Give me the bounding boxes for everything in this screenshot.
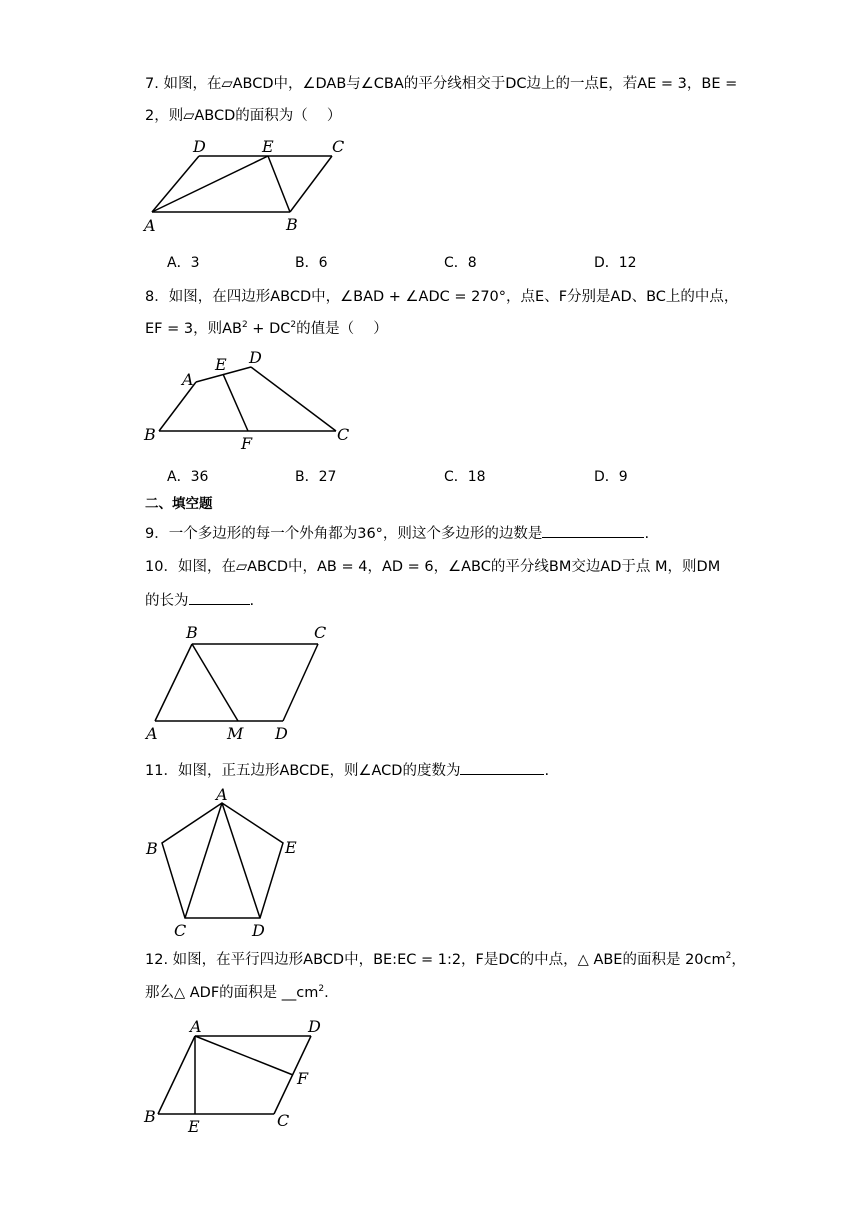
q11-regular-pentagon (162, 803, 283, 918)
q7-segment-ae (152, 156, 268, 212)
q11-text-end: . (544, 763, 550, 779)
q8-line2-sup2: 2 (290, 320, 297, 331)
q12-label-e: E (188, 1117, 200, 1136)
q10-side-ab (155, 644, 192, 721)
q12-parallelogram-diagram (140, 1012, 350, 1137)
q8-side-ba (159, 382, 196, 431)
q8-line2-sup1: 2 (241, 320, 248, 331)
q8-option-d[interactable]: D．9 (594, 469, 628, 485)
q7-figure (140, 135, 360, 235)
q12-text-line1 (145, 949, 746, 971)
q12-line1-sup: 2 (725, 951, 732, 962)
q7-text-line1: 7. 如图，在▱ABCD中，∠DAB与∠CBA的平分线相交于DC边上的一点E，若AE = 3，BE = (145, 76, 738, 92)
q11-figure (140, 785, 310, 945)
q8-label-e: E (215, 355, 227, 374)
q12-line1-end: ， (731, 952, 746, 968)
q10-label-m: M (227, 724, 244, 743)
q7-side-bc (290, 156, 332, 212)
q10-label-d: D (275, 724, 288, 743)
q10-figure (140, 620, 340, 745)
q7-text-line2: 2，则▱ABCD的面积为（ ） (145, 108, 342, 124)
q12-line1-body: 12. 如图，在平行四边形ABCD中，BE:EC = 1:2，F是DC的中点，△ ABE的面积是 20cm (145, 952, 726, 968)
q12-segment-af (195, 1036, 293, 1075)
q8-label-b: B (144, 425, 156, 444)
q7-segment-be (268, 156, 290, 212)
q7-label-d: D (193, 137, 206, 156)
q7-parallelogram-diagram (140, 135, 360, 235)
q8-figure (140, 345, 360, 453)
q8-text-line2 (145, 318, 388, 340)
q10-text-line2 (145, 589, 254, 612)
q11-label-c: C (174, 921, 187, 940)
q8-side-dc (251, 367, 336, 431)
section-heading-fill-in: 二、填空题 (145, 496, 213, 512)
q9-answer-blank[interactable] (542, 522, 644, 538)
q7-option-b[interactable]: B．6 (295, 255, 328, 271)
q10-label-a: A (146, 724, 158, 743)
q9-text (145, 522, 649, 545)
q10-text-end: . (249, 593, 255, 609)
q8-quadrilateral-diagram (140, 345, 360, 453)
q11-label-b: B (146, 839, 158, 858)
q12-label-c: C (277, 1111, 290, 1130)
q7-label-e: E (262, 137, 274, 156)
q10-text-line2-body: 的长为 (145, 593, 189, 609)
q11-answer-blank[interactable] (460, 759, 544, 775)
q11-label-e: E (285, 838, 297, 857)
q11-diagonal-ac (185, 803, 222, 918)
q7-option-c[interactable]: C．8 (444, 255, 477, 271)
q11-text-body: 11．如图，正五边形ABCDE，则∠ACD的度数为 (145, 763, 461, 779)
q10-label-c: C (314, 623, 327, 642)
q12-line2-end: . (324, 985, 329, 1001)
q10-text-line1: 10．如图，在▱ABCD中，AB = 4，AD = 6，∠ABC的平分线BM交边AD于点 M，则DM (145, 559, 721, 575)
q9-text-body: 9．一个多边形的每一个外角都为36°，则这个多边形的边数是 (145, 526, 543, 542)
q12-label-d: D (308, 1017, 321, 1036)
q10-label-b: B (186, 623, 198, 642)
q8-line2-part2: + DC (247, 321, 291, 337)
q11-diagonal-ad (222, 803, 260, 918)
q7-option-d[interactable]: D．12 (594, 255, 637, 271)
q8-option-b[interactable]: B．27 (295, 469, 337, 485)
q12-line2-sup: 2 (318, 984, 325, 995)
q8-label-a: A (182, 370, 194, 389)
q10-side-cd (283, 644, 318, 721)
q11-pentagon-diagram (140, 785, 310, 945)
q8-text-line1: 8．如图，在四边形ABCD中，∠BAD + ∠ADC = 270°，点E、F分别是AD、BC上的中点， (145, 289, 739, 305)
q12-label-a: A (190, 1017, 202, 1036)
q7-option-a[interactable]: A．3 (167, 255, 200, 271)
q8-option-a[interactable]: A．36 (167, 469, 209, 485)
q12-label-f: F (297, 1069, 309, 1088)
q9-text-end: . (644, 526, 650, 542)
q7-side-da (152, 156, 199, 212)
q8-label-c: C (337, 425, 350, 444)
q8-line2-part3: 的值是（ ） (296, 321, 388, 337)
q12-line2-body: 那么△ ADF的面积是 __cm (145, 985, 319, 1001)
q10-answer-blank[interactable] (189, 589, 250, 605)
q8-label-f: F (241, 434, 253, 453)
q11-label-a: A (216, 785, 228, 804)
q10-segment-bm (192, 644, 238, 721)
q8-line2-part1: EF = 3，则AB (145, 321, 242, 337)
q12-figure (140, 1012, 350, 1137)
q12-side-ba (158, 1036, 195, 1114)
q11-label-d: D (252, 921, 265, 940)
q12-label-b: B (144, 1107, 156, 1126)
q7-label-b: B (286, 215, 298, 234)
q11-text (145, 759, 549, 782)
q12-text-line2 (145, 982, 329, 1004)
q8-label-d: D (249, 348, 262, 367)
q7-label-a: A (144, 216, 156, 235)
q7-label-c: C (332, 137, 345, 156)
q8-segment-ef (223, 374, 248, 431)
q8-option-c[interactable]: C．18 (444, 469, 486, 485)
q10-parallelogram-diagram (140, 620, 340, 745)
